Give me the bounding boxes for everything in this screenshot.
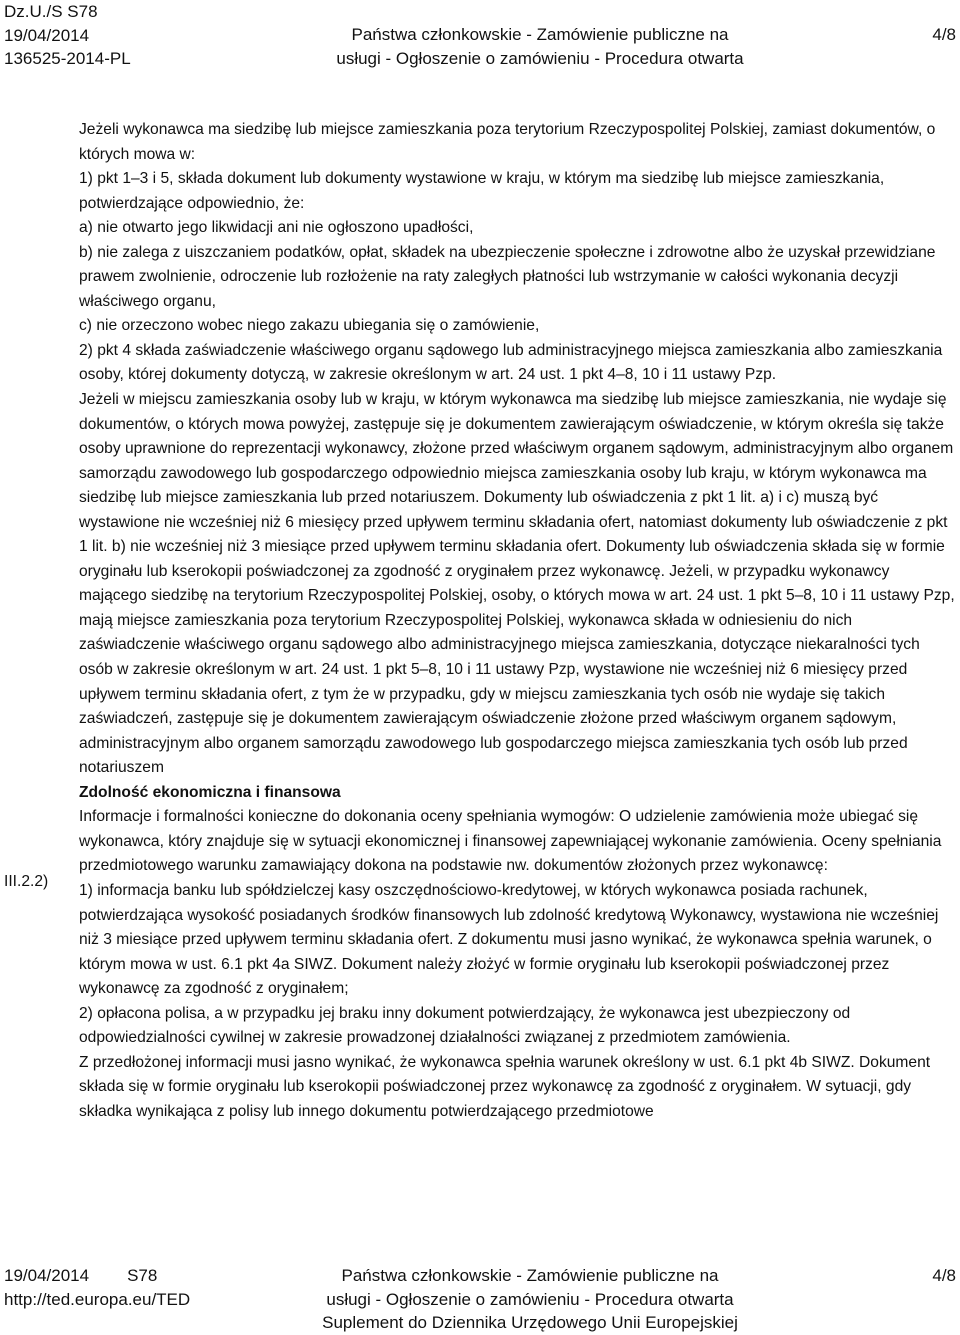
body-paragraph: c) nie orzeczono wobec niego zakazu ubiegania się o zamówienie, (79, 317, 540, 335)
footer-title-line2: usługi - Ogłoszenie o zamówieniu - Procedura otwarta (326, 1289, 734, 1309)
body-paragraph: b) nie zalega z uiszczaniem podatków, opłat, składek na ubezpieczenie społeczne i zdrowotne albo że uzyskał przewidziane prawem zwolnienie, odroczenie lub rozłożenie na raty zaległych płatności lub wstrzymanie w całości wykonania decyzji właściwego organu, (79, 243, 936, 310)
footer-title (300, 1264, 760, 1335)
header-notice-number: 136525-2014-PL (4, 49, 131, 68)
footer-page-number: 4/8 (932, 1266, 956, 1285)
header-title-line2: usługi - Ogłoszenie o zamówieniu - Procedura otwarta (336, 48, 744, 68)
body-paragraph: Jeżeli wykonawca ma siedzibę lub miejsce zamieszkania poza terytorium Rzeczypospolitej Polskiej, zamiast dokumentów, o których mowa w: (79, 121, 936, 163)
footer-date: 19/04/2014 (4, 1266, 90, 1285)
section-paragraph: 2) opłacona polisa, a w przypadku jej braku inny dokument potwierdzający, że wykonawca jest ubezpieczony od odpowiedzialności cywilnej w zakresie prowadzonej działalności związanej z przedmiotem zamówienia. (79, 1004, 851, 1047)
header-left-block (4, 0, 131, 71)
header-title-line1: Państwa członkowskie - Zamówienie publiczne na (351, 25, 729, 44)
section-heading: Zdolność ekonomiczna i finansowa (79, 783, 341, 801)
footer-url: http://ted.europa.eu/TED (4, 1289, 191, 1309)
body-paragraph: a) nie otwarto jego likwidacji ani nie ogłoszono upadłości, (79, 219, 474, 237)
section-paragraph: Z przedłożonej informacji musi jasno wynikać, że wykonawca spełnia warunek określony w ust. 6.1 pkt 4b SIWZ. Dokument składa się w formie oryginału lub kserokopii poświadczonej przez wykonawcę za zgodność z oryginałem. W sytuacji, gdy składka wynikająca z polisy lub innego dokumentu potwierdzającego przedmiotowe (79, 1053, 931, 1120)
header-page-number: 4/8 (932, 25, 956, 44)
header-title (310, 23, 770, 70)
body-paragraph: 2) pkt 4 składa zaświadczenie właściwego organu sądowego lub administracyjnego miejsca zamieszkania albo zamieszkania osoby, której dokumenty dotyczą, w zakresie określonym w art. 24 ust. 1 pkt 4–8, 10 i 11 ustawy Pzp. (79, 341, 943, 384)
section-paragraph: 1) informacja banku lub spółdzielczej kasy oszczędnościowo-kredytowej, w których wykonawca posiada rachunek, potwierdzająca wysokość posiadanych środków finansowych lub zdolność kredytową Wykonawcy, wystawiona nie wcześniej niż 3 miesiące przed upływem terminu składania ofert. Z dokumentu musi jasno wynikać, że wykonawca spełnia warunek, o którym mowa w ust. 6.1 pkt 4a SIWZ. Dokument należy złożyć w formie oryginału lub kserokopii poświadczonej przez wykonawcę za zgodność z oryginałem; (79, 881, 939, 998)
body-paragraph: Jeżeli w miejscu zamieszkania osoby lub w kraju, w którym wykonawca ma siedzibę lub miejsce zamieszkania, nie wydaje się dokumentów, o których mowa powyżej, zastępuje się je dokumentem zawierającym oświadczenie, w którym określa się także osoby uprawnione do reprezentacji wykonawcy, złożone przed właściwym organem sądowym, administracyjnym albo organem samorządu zawodowego lub gospodarczego odpowiednio miejsca zamieszkania osoby lub kraju, w którym wykonawca ma siedzibę lub miejsce zamieszkania lub przed notariuszem. Dokumenty lub oświadczenia z pkt 1 lit. a) i c) muszą być wystawione nie wcześniej niż 6 miesięcy przed upływem terminu składania ofert, natomiast dokumenty lub oświadczenie z pkt 1 lit. b) nie wcześniej niż 3 miesiące przed upływem terminu składania ofert. Dokumenty lub oświadczenia składa się w formie oryginału lub kserokopii poświadczonej za zgodność z oryginałem przez wykonawcę. Jeżeli, w przypadku wykonawcy mającego siedzibę na terytorium Rzeczypospolitej Polskiej, osoby, o których mowa w art. 24 ust. 1 pkt 5–8, 10 i 11 ustawy Pzp, mają miejsce zamieszkania poza terytorium Rzeczypospolitej Polskiej, wykonawca składa w odniesieniu do nich zaświadczenie właściwego organu sądowego albo administracyjnego miejsca zamieszkania, dotyczące niekaralności tych osób w zakresie określonym w art. 24 ust. 1 pkt 5–8, 10 i 11 ustawy Pzp, wystawione nie wcześniej niż 6 miesięcy przed upływem terminu składania ofert, z tym że w przypadku, gdy w miejscu zamieszkania tych osób nie wydaje się takich zaświadczeń, zastępuje się je dokumentem zawierającym oświadczenie złożone przed właściwym organem sądowym, administracyjnym albo organem samorządu zawodowego lub gospodarczego miejsca zamieszkania tych osób lub przed notariuszem (79, 391, 955, 777)
footer-title-line3: Suplement do Dziennika Urzędowego Unii Europejskiej (322, 1313, 738, 1332)
document-body (79, 118, 957, 1124)
footer-title-line1: Państwa członkowskie - Zamówienie publiczne na (341, 1266, 719, 1285)
header-doc-ref: Dz.U./S S78 (4, 2, 98, 21)
page-footer (0, 1262, 960, 1334)
body-paragraph: 1) pkt 1–3 i 5, składa dokument lub dokumenty wystawione w kraju, w którym ma siedzibę lub miejsce zamieszkania, potwierdzające odpowiednio, że: (79, 170, 885, 212)
footer-series: S78 (127, 1266, 158, 1285)
header-date: 19/04/2014 (4, 25, 90, 45)
page-header (0, 0, 960, 70)
footer-date-series (4, 1264, 190, 1288)
footer-left-block (4, 1264, 190, 1311)
section-paragraph: Informacje i formalności konieczne do dokonania oceny spełniania wymogów: O udzielenie zamówienia może ubiegać się wykonawca, który znajduje się w sytuacji ekonomicznej i finansowej zapewniającej wykonanie zamówienia. Oceny spełniania przedmiotowego warunku zamawiający dokona na podstawie nw. dokumentów złożonych przez wykonawcę: (79, 808, 942, 875)
section-number: III.2.2) (4, 873, 49, 890)
